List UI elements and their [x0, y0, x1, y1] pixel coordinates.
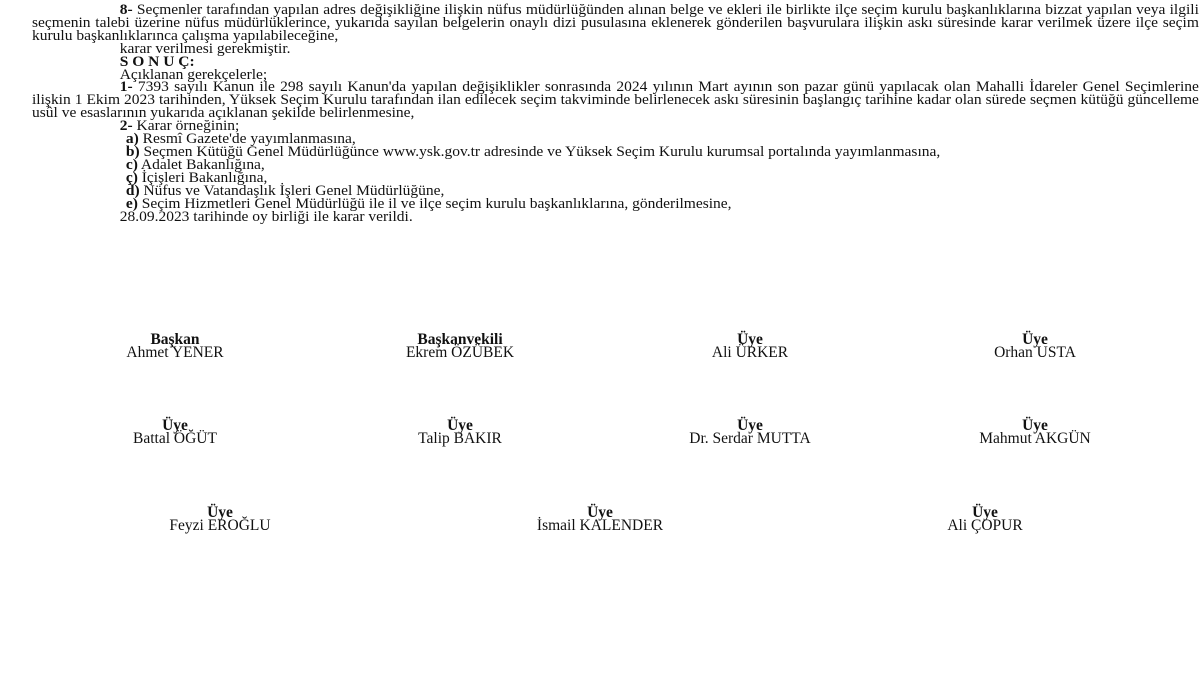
signature-uye-5: Üye Dr. Serdar MUTTA — [689, 417, 811, 447]
signature-uye-2: Üye Orhan USTA — [994, 331, 1076, 361]
sonuc-heading: S O N U Ç: — [119, 52, 195, 70]
signature-uye-3: Üye Battal ÖĞÜT — [133, 417, 217, 447]
signature-uye-8: Üye İsmail KALENDER — [536, 504, 664, 534]
subitem-c: c) Adalet Bakanlığına, — [125, 155, 265, 173]
decision-document — [32, 1, 1199, 225]
signature-uye-4: Üye Talip BAKIR — [418, 417, 502, 447]
item-1-number: 1- — [119, 78, 133, 96]
paragraph-8 — [32, 1, 1199, 44]
signature-baskan: Başkan Ahmet YENER — [126, 331, 224, 361]
signature-uye-9: Üye Ali ÇOPUR — [947, 504, 1023, 534]
signature-uye-7: Üye Feyzi EROĞLU — [169, 504, 271, 534]
closing-line: 28.09.2023 tarihinde oy birliği ile karar verildi. — [119, 207, 413, 225]
subitem-cc: ç) İçişleri Bakanlığına, — [125, 168, 268, 186]
item-1 — [32, 78, 1199, 122]
item-2-number: 2- — [119, 117, 133, 135]
item-1-text: 7393 sayılı Kanun ile 298 sayılı Kanun'da yapılan değişiklikler sonrasında 2024 yılının Mart ayının son pazar günü yapılacak olan Mahalli İdareler Genel Seçimlerine ilişkin 1 Ekim 2023 tarihinden, Yüksek Seçim Kurulu tarafından ilan edilecek seçim takviminde belirlenecek askı süresinin başlangıç tarihine kadar olan sürede seçmen kütüğü güncelleme usûl ve esaslarının yukarıda açıklanan şekilde belirlenmesine, — [32, 78, 1199, 122]
signature-uye-6: Üye Mahmut AKGÜN — [979, 417, 1091, 447]
karar-line: karar verilmesi gerekmiştir. — [119, 39, 291, 57]
aciklanan-line: Açıklanan gerekçelerle; — [119, 65, 268, 83]
subitem-d: d) Nüfus ve Vatandaşlık İşleri Genel Müdürlüğüne, — [125, 181, 445, 199]
subitem-a: a) Resmî Gazete'de yayımlanmasına, — [125, 130, 356, 148]
subitem-b: b) Seçmen Kütüğü Genel Müdürlüğünce www.ysk.gov.tr adresinde ve Yüksek Seçim Kurulu kurumsal portalında yayımlanmasına, — [125, 142, 941, 160]
item-2-text: Karar örneğinin; — [136, 117, 240, 135]
paragraph-8-text: Seçmenler tarafından yapılan adres değişikliğine ilişkin nüfus müdürlüğünden alınan belge ve ekleri ile birlikte ilçe seçim kurulu başkanlıklarına bizzat yapılan veya ilgili seçmenin talebi üzerine nüfus müdürlüklerince, yukarıda sayılan belgelerin onaylı dizi pusulasına eklenerek gönderilen başvurulara ilişkin askı süresinde karar verilmek üzere ilçe seçim kurulu başkanlıklarınca çalışma yapılabileceğine, — [32, 1, 1199, 44]
signature-baskanvekili: Başkanvekili Ekrem ÖZÜBEK — [405, 331, 515, 361]
subitem-e: e) Seçim Hizmetleri Genel Müdürlüğü ile il ve ilçe seçim kurulu başkanlıklarına, gönderilmesine, — [125, 194, 732, 212]
paragraph-8-number: 8- — [119, 1, 133, 18]
signature-uye-1: Üye Ali ÜRKER — [711, 331, 789, 361]
